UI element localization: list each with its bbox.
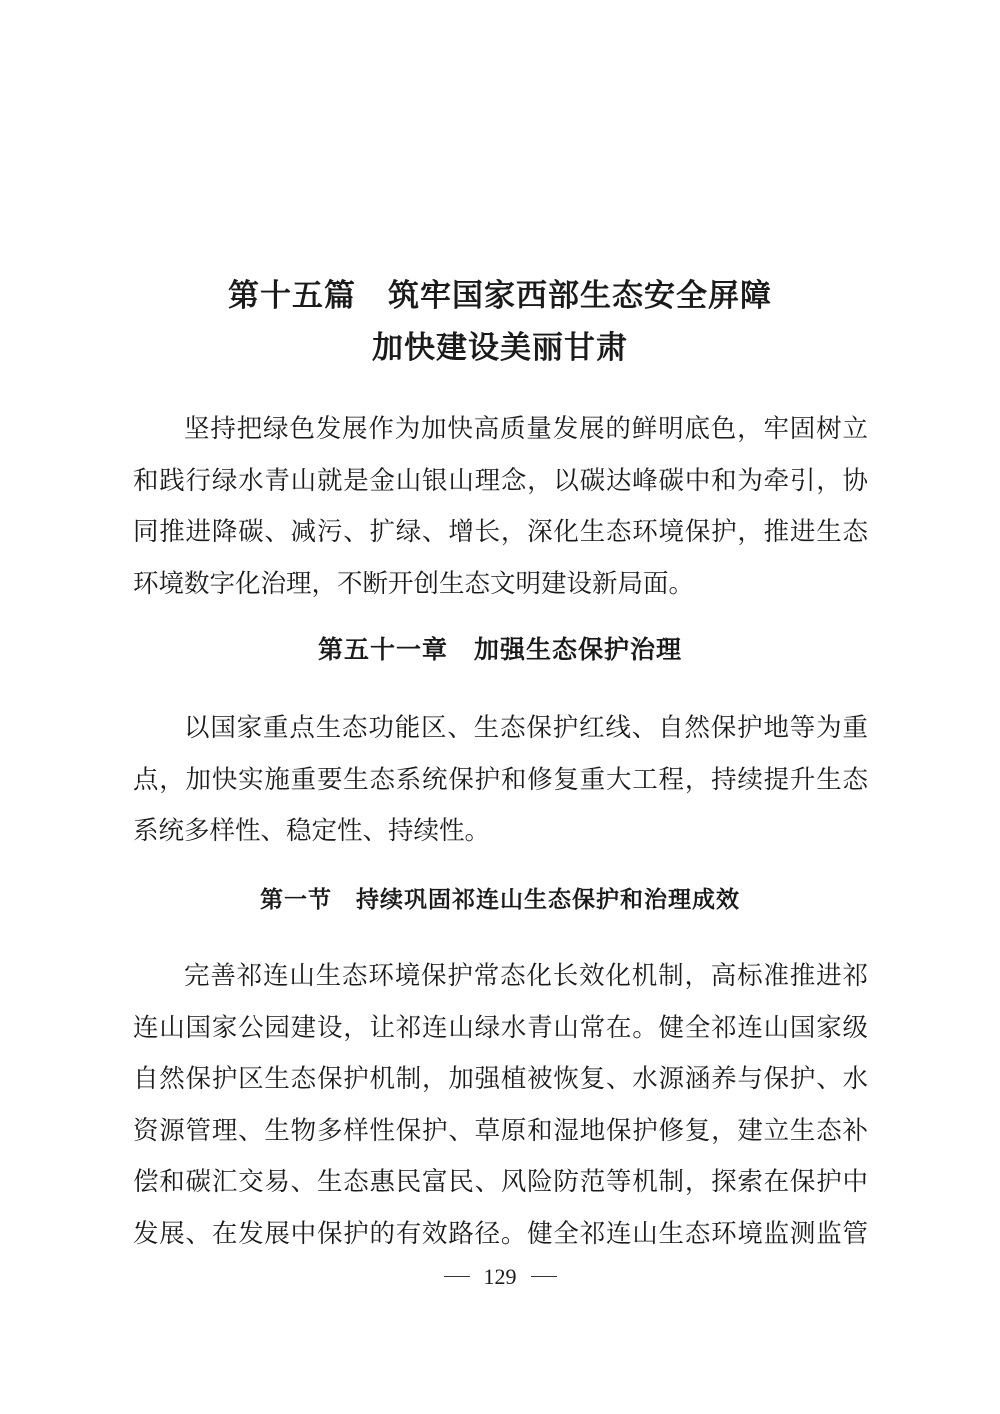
- section-paragraph: [133, 951, 868, 1260]
- paragraph-line: 发展、在发展中保护的有效路径。健全祁连山生态环境监测监管: [133, 1218, 868, 1249]
- dash-right: [531, 1276, 557, 1277]
- page-number-footer: [0, 1262, 1000, 1292]
- paragraph-line: 系统多样性、稳定性、持续性。: [133, 816, 491, 846]
- paragraph-line: 点，加快实施重要生态系统保护和修复重大工程，持续提升生态: [133, 764, 868, 795]
- paragraph-line: 和践行绿水青山就是金山银山理念，以碳达峰碳中和为牵引，协: [133, 465, 868, 496]
- intro-paragraph: [133, 404, 868, 610]
- paragraph-line: 自然保护区生态保护机制，加强植被恢复、水源涵养与保护、水: [133, 1064, 868, 1094]
- dash-left: [444, 1276, 470, 1277]
- page-number: 129: [483, 1264, 517, 1289]
- paragraph-line: 坚持把绿色发展作为加快高质量发展的鲜明底色，牢固树立: [184, 414, 868, 444]
- part-title-line-1: 第十五篇 筑牢国家西部生态安全屏障: [228, 278, 772, 314]
- paragraph-line: 完善祁连山生态环境保护常态化长效化机制，高标准推进祁: [184, 961, 868, 991]
- paragraph-line: 同推进降碳、减污、扩绿、增长，深化生态环境保护，推进生态: [133, 517, 868, 547]
- chapter-paragraph: [133, 703, 868, 858]
- part-title-line-2: 加快建设美丽甘肃: [372, 330, 628, 366]
- chapter-title: 第五十一章 加强生态保护治理: [317, 635, 682, 664]
- paragraph-line: 环境数字化治理，不断开创生态文明建设新局面。: [133, 568, 695, 599]
- paragraph-line: 以国家重点生态功能区、生态保护红线、自然保护地等为重: [184, 713, 868, 743]
- section-title: 第一节 持续巩固祁连山生态保护和治理成效: [260, 887, 740, 913]
- paragraph-line: 连山国家公园建设，让祁连山绿水青山常在。健全祁连山国家级: [133, 1012, 868, 1043]
- paragraph-line: 资源管理、生物多样性保护、草原和湿地保护修复，建立生态补: [133, 1115, 868, 1146]
- paragraph-line: 偿和碳汇交易、生态惠民富民、风险防范等机制，探索在保护中: [133, 1167, 868, 1197]
